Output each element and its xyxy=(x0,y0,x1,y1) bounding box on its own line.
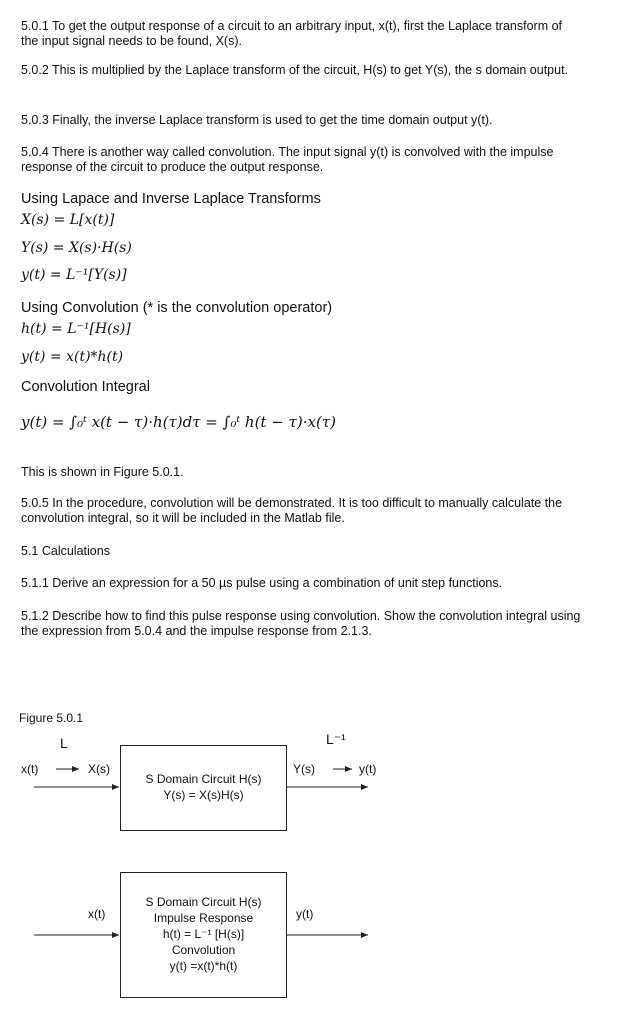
para-5-0-2: 5.0.2 This is multiplied by the Laplace transform of the circuit, H(s) to get Y(s), the s domain output. xyxy=(21,63,569,77)
para-5-0-4: 5.0.4 There is another way called convolution. The input signal y(t) is convolved with the impulse response of the circuit to produce the output response. xyxy=(21,145,554,174)
inverse-laplace-operator-label: L⁻¹ xyxy=(326,731,346,747)
para-5-0-1: 5.0.1 To get the output response of a circuit to an arbitrary input, x(t), first the Laplace transform of the input signal needs to be found, X(s). xyxy=(21,19,563,48)
box-line: S Domain Circuit H(s) xyxy=(145,772,262,786)
figure-reference-text: This is shown in Figure 5.0.1. xyxy=(21,465,184,479)
box-line: S Domain Circuit H(s) xyxy=(145,895,262,909)
equation-inverse-laplace: y(t) = L⁻¹[Y(s)] xyxy=(21,267,127,283)
para-5-1-1: 5.1.1 Derive an expression for a 50 µs pulse using a combination of unit step functions. xyxy=(21,576,503,590)
figure-caption: Figure 5.0.1 xyxy=(19,711,84,725)
top-input-Xs-label: X(s) xyxy=(88,762,110,776)
box-line: y(t) =x(t)*h(t) xyxy=(169,959,238,973)
top-input-xt-label: x(t) xyxy=(21,762,39,776)
equation-impulse-response: h(t) = L⁻¹[H(s)] xyxy=(21,321,131,337)
section-5-1-heading: 5.1 Calculations xyxy=(21,544,110,558)
para-5-0-5: 5.0.5 In the procedure, convolution will be demonstrated. It is too difficult to manually calculate the convolution integral, so it will be included in the Matlab file. xyxy=(21,496,563,525)
para-5-1-2: 5.1.2 Describe how to find this pulse response using convolution. Show the convolution integral using the expression from 5.0.4 and the impulse response from 2.1.3. xyxy=(21,609,581,638)
equation-convolution: y(t) = x(t)*h(t) xyxy=(21,349,124,365)
heading-laplace: Using Lapace and Inverse Laplace Transforms xyxy=(21,191,321,207)
para-5-0-3: 5.0.3 Finally, the inverse Laplace transform is used to get the time domain output y(t). xyxy=(21,113,493,127)
box-line: Y(s) = X(s)H(s) xyxy=(163,788,244,802)
bottom-output-yt-label: y(t) xyxy=(296,907,314,921)
bottom-input-xt-label: x(t) xyxy=(88,907,106,921)
heading-convolution: Using Convolution (* is the convolution operator) xyxy=(21,300,333,316)
heading-convolution-integral: Convolution Integral xyxy=(21,379,150,395)
box-line: Convolution xyxy=(171,943,236,957)
laplace-operator-label: L xyxy=(60,735,68,751)
equation-s-domain-output: Y(s) = X(s)·H(s) xyxy=(21,240,132,256)
equation-laplace-input: X(s) = L[x(t)] xyxy=(21,212,115,228)
top-output-Ys-label: Y(s) xyxy=(293,762,315,776)
box-line: Impulse Response xyxy=(153,911,254,925)
top-output-yt-label: y(t) xyxy=(359,762,377,776)
box-line: h(t) = L⁻¹ [H(s)] xyxy=(162,927,245,941)
equation-convolution-integral: y(t) = ∫₀ᵗ x(t − τ)·h(τ)dτ = ∫₀ᵗ h(t − τ)·x(τ) xyxy=(21,413,336,431)
